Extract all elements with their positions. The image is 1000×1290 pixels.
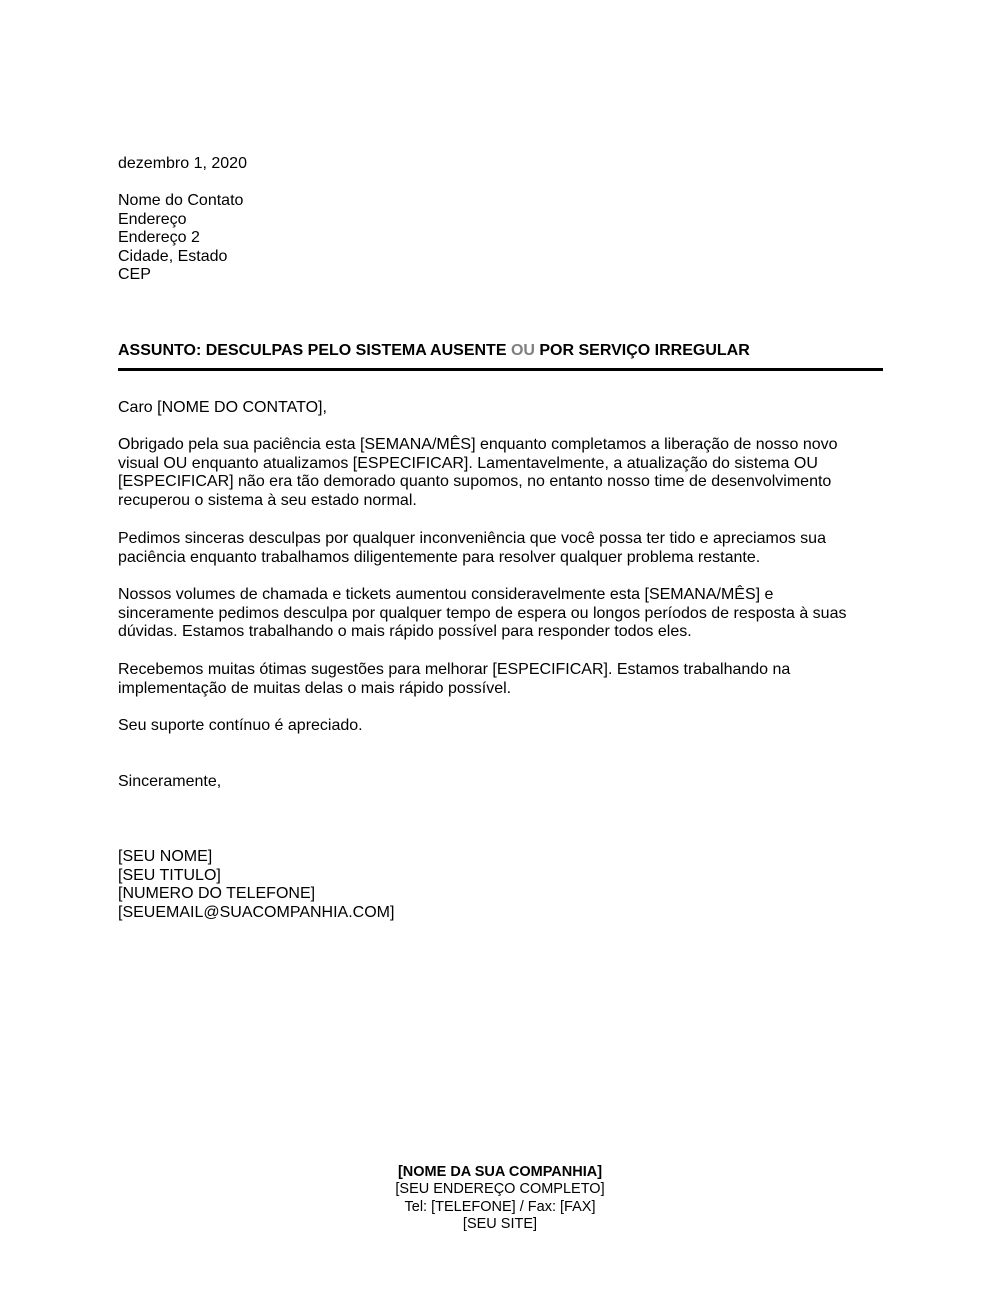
- body-paragraph-2: [118, 530, 884, 567]
- body-paragraph-3: [118, 586, 884, 642]
- body-paragraph-4: [118, 661, 884, 698]
- footer-site: [SEU SITE]: [462, 1216, 538, 1233]
- paragraph-line: Obrigado pela sua paciência esta [SEMANA/MÊS] enquanto completamos a liberação de nosso novo: [118, 436, 838, 453]
- signature-name: [SEU NOME]: [118, 848, 213, 865]
- subject-line: [118, 342, 884, 361]
- recipient-line: Endereço: [118, 210, 187, 228]
- paragraph-line: implementação de muitas delas o mais rápido possível.: [118, 679, 512, 697]
- paragraph-line: Seu suporte contínuo é apreciado.: [118, 717, 363, 734]
- footer-address: [SEU ENDEREÇO COMPLETO]: [395, 1181, 605, 1198]
- letter-date: dezembro 1, 2020: [118, 155, 247, 172]
- paragraph-line: [ESPECIFICAR] não era tão demorado quanto supomos, no entanto nosso time de desenvolvimento: [118, 473, 832, 491]
- paragraph-line: visual OU enquanto atualizamos [ESPECIFICAR]. Lamentavelmente, a atualização do sistema OU: [118, 454, 818, 472]
- recipient-line: Endereço 2: [118, 229, 200, 247]
- body-paragraph-5: [118, 717, 884, 736]
- footer-company-name: [NOME DA SUA COMPANHIA]: [397, 1164, 603, 1180]
- paragraph-line: Nossos volumes de chamada e tickets aumentou consideravelmente esta [SEMANA/MÊS] e: [118, 586, 774, 603]
- paragraph-line: sinceramente pedimos desculpa por qualquer tempo de espera ou longos períodos de resposta à suas: [118, 604, 847, 622]
- paragraph-line: recuperou o sistema à seu estado normal.: [118, 491, 417, 509]
- subject-or: OU: [510, 342, 535, 359]
- paragraph-line: Recebemos muitas ótimas sugestões para melhorar [ESPECIFICAR]. Estamos trabalhando na: [118, 661, 791, 678]
- paragraph-line: dúvidas. Estamos trabalhando o mais rápido possível para responder todos eles.: [118, 623, 692, 641]
- subject-suffix: POR SERVIÇO IRREGULAR: [534, 342, 750, 359]
- body-paragraph-1: [118, 436, 884, 510]
- signature-phone: [NUMERO DO TELEFONE]: [118, 885, 316, 903]
- signature-block: [118, 848, 884, 922]
- recipient-address: [118, 192, 884, 285]
- subject-divider: [118, 368, 883, 371]
- footer-contact: Tel: [TELEFONE] / Fax: [FAX]: [404, 1198, 596, 1215]
- company-footer: [0, 1164, 1000, 1234]
- recipient-line: Cidade, Estado: [118, 247, 228, 265]
- greeting: Caro [NOME DO CONTATO],: [118, 399, 327, 416]
- paragraph-line: paciência enquanto trabalhamos diligentemente para resolver qualquer problema restante.: [118, 548, 761, 566]
- paragraph-line: Pedimos sinceras desculpas por qualquer inconveniência que você possa ter tido e apreciamos sua: [118, 530, 826, 547]
- closing: Sinceramente,: [118, 773, 222, 790]
- recipient-line: Nome do Contato: [118, 192, 244, 209]
- subject-prefix: ASSUNTO: DESCULPAS PELO SISTEMA AUSENTE: [118, 342, 511, 359]
- signature-title: [SEU TITULO]: [118, 866, 221, 884]
- recipient-line: CEP: [118, 266, 151, 284]
- signature-email: [SEUEMAIL@SUACOMPANHIA.COM]: [118, 903, 395, 921]
